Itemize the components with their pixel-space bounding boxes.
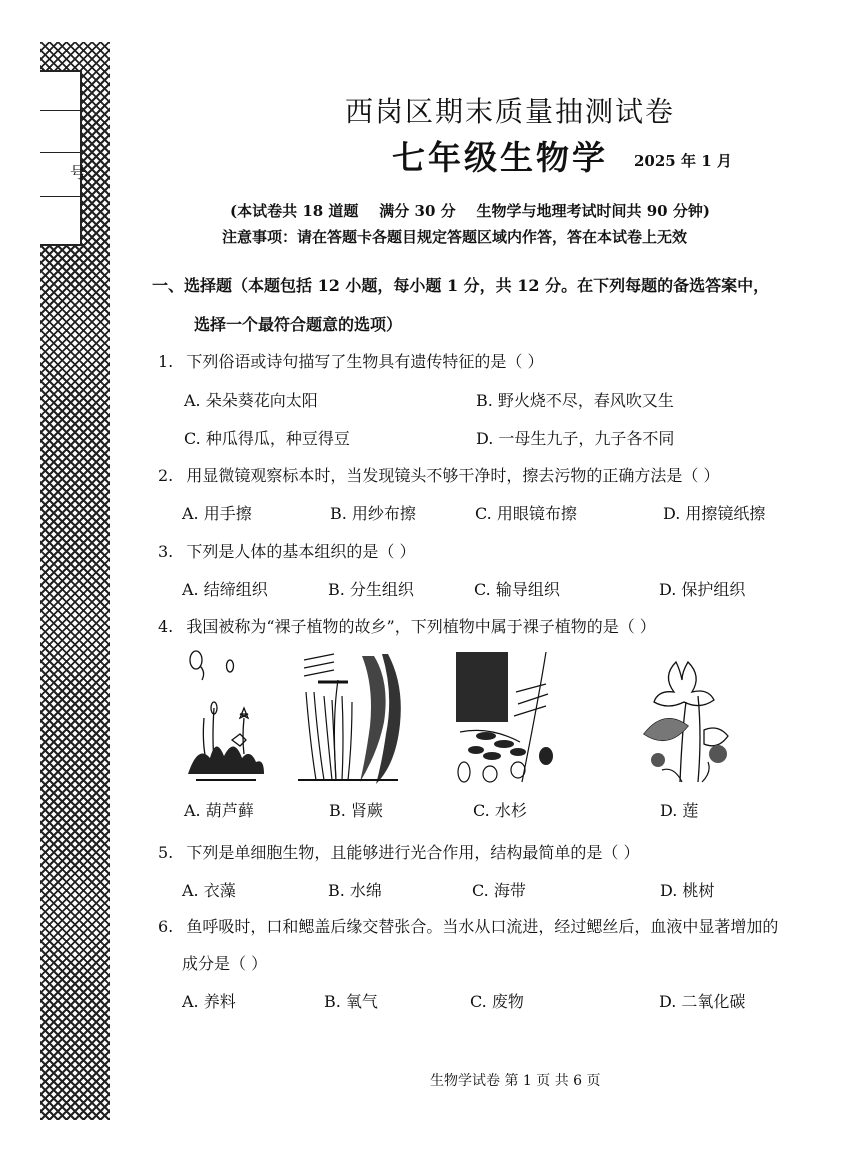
question-number: 4. bbox=[158, 617, 174, 636]
option-a[interactable]: A. 养料 bbox=[182, 992, 236, 1011]
option-d[interactable]: D. 用擦镜纸擦 bbox=[663, 504, 766, 523]
question-number: 3. bbox=[158, 542, 174, 561]
question-4 bbox=[158, 614, 656, 637]
option-d[interactable]: D. 桃树 bbox=[660, 881, 715, 900]
section-title: 一、选择题（本题包括 12 小题，每小题 1 分，共 12 分。在下列每题的备选答案中， bbox=[152, 276, 770, 295]
option-a[interactable]: A. 朵朵葵花向太阳 bbox=[184, 391, 318, 410]
option-c[interactable]: C. 用眼镜布擦 bbox=[475, 504, 577, 523]
option-b[interactable]: B. 分生组织 bbox=[328, 580, 414, 599]
option-b[interactable]: B. 氧气 bbox=[324, 992, 378, 1011]
section-title-continued: 选择一个最符合题意的选项） bbox=[194, 315, 403, 334]
exam-school-title: 西岗区期末质量抽测试卷 bbox=[344, 95, 675, 128]
option-c[interactable]: C. 输导组织 bbox=[474, 580, 560, 599]
question-number: 2. bbox=[158, 466, 174, 485]
question-5 bbox=[158, 840, 639, 863]
question-number: 6. bbox=[158, 917, 174, 936]
student-info-box bbox=[40, 70, 87, 246]
option-d[interactable]: D. 莲 bbox=[660, 801, 699, 820]
question-number: 5. bbox=[158, 843, 174, 862]
option-a[interactable]: A. 结缔组织 bbox=[182, 580, 268, 599]
option-c[interactable]: C. 海带 bbox=[472, 881, 526, 900]
option-d[interactable]: D. 保护组织 bbox=[659, 580, 746, 599]
question-1 bbox=[158, 349, 543, 372]
option-a[interactable]: A. 衣藻 bbox=[182, 881, 236, 900]
question-text: 鱼呼吸时，口和鳃盖后缘交替张合。当水从口流进，经过鳃丝后，血液中显著增加的 bbox=[186, 917, 779, 936]
metasequoia-illustration bbox=[456, 652, 564, 786]
option-c[interactable]: C. 废物 bbox=[470, 992, 524, 1011]
question-6 bbox=[158, 914, 778, 937]
fern-illustration bbox=[298, 652, 404, 786]
exam-info: (本试卷共 18 道题 满分 30 分 生物学与地理考试时间共 90 分钟) bbox=[230, 202, 710, 220]
question-2 bbox=[158, 463, 719, 486]
question-3 bbox=[158, 539, 415, 562]
option-d[interactable]: D. 二氧化碳 bbox=[659, 992, 746, 1011]
moss-illustration bbox=[182, 648, 270, 786]
exam-date: 2025 年 1 月 bbox=[634, 152, 732, 170]
lotus-illustration bbox=[638, 652, 738, 786]
question-6-continued: 成分是（ ） bbox=[182, 954, 268, 973]
question-text: 用显微镜观察标本时，当发现镜头不够干净时，擦去污物的正确方法是（ ） bbox=[186, 466, 720, 485]
exam-notice: 注意事项：请在答题卡各题目规定答题区域内作答，答在本试卷上无效 bbox=[222, 228, 688, 246]
exam-subject-title: 七年级生物学 bbox=[392, 138, 608, 177]
question-text: 下列是人体的基本组织的是（ ） bbox=[186, 542, 416, 561]
question-text: 我国被称为“裸子植物的故乡”，下列植物中属于裸子植物的是（ ） bbox=[186, 617, 656, 636]
binding-mark: 号 bbox=[70, 163, 87, 182]
option-b[interactable]: B. 用纱布擦 bbox=[330, 504, 416, 523]
option-c[interactable]: C. 种瓜得瓜，种豆得豆 bbox=[184, 429, 350, 448]
option-d[interactable]: D. 一母生九子，九子各不同 bbox=[476, 429, 675, 448]
option-a[interactable]: A. 用手擦 bbox=[182, 504, 252, 523]
option-c[interactable]: C. 水杉 bbox=[473, 801, 527, 820]
option-a[interactable]: A. 葫芦藓 bbox=[184, 801, 254, 820]
option-b[interactable]: B. 野火烧不尽，春风吹又生 bbox=[476, 391, 674, 410]
question-text: 下列是单细胞生物，且能够进行光合作用，结构最简单的是（ ） bbox=[186, 843, 640, 862]
option-b[interactable]: B. 水绵 bbox=[328, 881, 382, 900]
question-text: 下列俗语或诗句描写了生物具有遗传特征的是（ ） bbox=[186, 352, 544, 371]
page-footer: 生物学试卷 第 1 页 共 6 页 bbox=[430, 1073, 601, 1089]
option-b[interactable]: B. 肾蕨 bbox=[329, 801, 383, 820]
question-number: 1. bbox=[158, 352, 174, 371]
